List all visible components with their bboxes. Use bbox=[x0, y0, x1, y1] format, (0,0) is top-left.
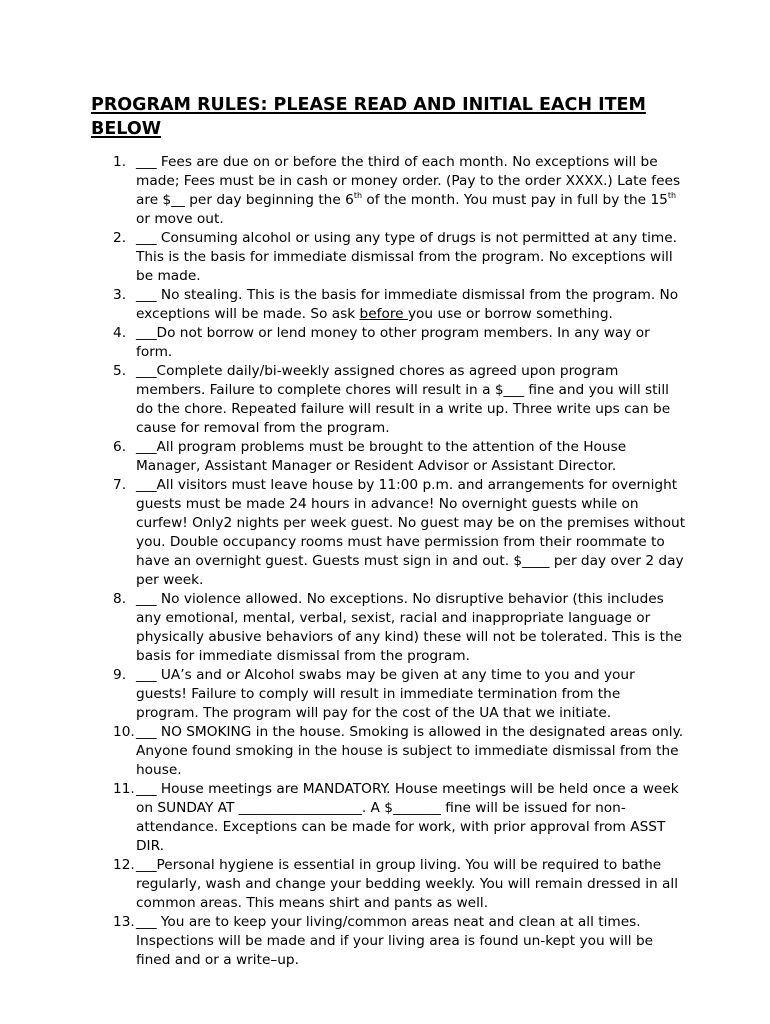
rule-text bbox=[136, 438, 686, 476]
rule-item-6 bbox=[0, 438, 686, 476]
rule-text bbox=[136, 590, 686, 666]
rule-item-10 bbox=[0, 723, 686, 780]
rule-item-4 bbox=[0, 324, 686, 362]
text-run: ___ House meetings are MANDATORY. House meetings will be held once a week on SUNDAY AT __________________. A $_______ fine will be issued for non-attendance. Exceptions can be made for work, with prior approval from ASST DIR. bbox=[136, 781, 679, 854]
rule-text bbox=[136, 476, 686, 590]
text-run: ___ No violence allowed. No exceptions. No disruptive behavior (this includes any emotional, mental, verbal, sexist, racial and inappropriate language or physically abusive behaviors of any kind) these will not be tolerated. This is the basis for immediate dismissal from the program. bbox=[136, 591, 683, 664]
text-run: ___ You are to keep your living/common areas neat and clean at all times. Inspections will be made and if your living area is found un-kept you will be fined and or a write–up. bbox=[136, 914, 654, 968]
rule-text bbox=[136, 229, 686, 286]
rule-text bbox=[136, 153, 686, 229]
rule-text bbox=[136, 324, 686, 362]
text-run: of the month. You must pay in full by the 15 bbox=[362, 192, 668, 208]
text-run: you use or borrow something. bbox=[407, 306, 613, 322]
rule-number: 13. bbox=[113, 914, 135, 930]
rule-number: 1. bbox=[113, 154, 127, 170]
rule-text bbox=[136, 362, 686, 438]
rule-item-3 bbox=[0, 286, 686, 324]
rule-number: 5. bbox=[113, 363, 127, 379]
rule-number: 11. bbox=[113, 781, 135, 797]
text-run: ___All visitors must leave house by 11:00 p.m. and arrangements for overnight guests must be made 24 hours in advance! No overnight guests while on curfew! Only2 nights per week guest. No guest may be on the premises without you. Double occupancy rooms must have permission from their roommate to have an overnight guest. Guests must sign in and out. $____ per day over 2 day per week. bbox=[136, 477, 686, 588]
text-run: ___Do not borrow or lend money to other program members. In any way or form. bbox=[136, 325, 650, 360]
superscript-text: th bbox=[667, 191, 677, 200]
rule-item-1 bbox=[0, 153, 686, 229]
text-run: ___ No stealing. This is the basis for immediate dismissal from the program. No exceptions will be made. So ask bbox=[136, 287, 679, 322]
rule-item-8 bbox=[0, 590, 686, 666]
text-run: or move out. bbox=[136, 211, 224, 227]
superscript-text: th bbox=[353, 191, 363, 200]
rule-item-5 bbox=[0, 362, 686, 438]
text-run: ___Personal hygiene is essential in group living. You will be required to bathe regularly, wash and change your bedding weekly. You will remain dressed in all common areas. This means shirt and pants as well. bbox=[136, 857, 679, 911]
rule-number: 12. bbox=[113, 857, 135, 873]
rule-item-12 bbox=[0, 856, 686, 913]
text-run: ___ Fees are due on or before the third of each month. No exceptions will be made; Fees must be in cash or money order. (Pay to the order XXXX.) Late fees are $__ per day beginning the 6 bbox=[136, 154, 681, 208]
rule-number: 8. bbox=[113, 591, 127, 607]
rule-number: 9. bbox=[113, 667, 127, 683]
rule-item-7 bbox=[0, 476, 686, 590]
rule-number: 3. bbox=[113, 287, 127, 303]
rule-item-9 bbox=[0, 666, 686, 723]
rule-number: 6. bbox=[113, 439, 127, 455]
rule-text bbox=[136, 666, 686, 723]
text-run: ___Complete daily/bi-weekly assigned chores as agreed upon program members. Failure to complete chores will result in a $___ fine and you will still do the chore. Repeated failure will result in a write up. Three write ups can be cause for removal from the program. bbox=[136, 363, 671, 436]
page-title: PROGRAM RULES: PLEASE READ AND INITIAL EACH ITEM BELOW bbox=[91, 95, 646, 139]
rule-item-11 bbox=[0, 780, 686, 856]
rule-item-13 bbox=[0, 913, 686, 970]
rule-number: 2. bbox=[113, 230, 127, 246]
text-run: ___ UA’s and or Alcohol swabs may be given at any time to you and your guests! Failure to comply will result in immediate termination from the program. The program will pay for the cost of the UA that we initiate. bbox=[136, 667, 635, 721]
rule-text bbox=[136, 780, 686, 856]
rule-number: 10. bbox=[113, 724, 135, 740]
rule-text bbox=[136, 286, 686, 324]
underlined-text: before bbox=[359, 306, 408, 322]
rule-text bbox=[136, 856, 686, 913]
rule-text bbox=[136, 913, 686, 970]
rule-text bbox=[136, 723, 686, 780]
text-run: ___All program problems must be brought to the attention of the House Manager, Assistant Manager or Resident Advisor or Assistant Director. bbox=[136, 439, 627, 474]
text-run: ___ Consuming alcohol or using any type of drugs is not permitted at any time. This is the basis for immediate dismissal from the program. No exceptions will be made. bbox=[136, 230, 678, 284]
rule-item-2 bbox=[0, 229, 686, 286]
rules-list bbox=[0, 153, 770, 970]
rule-number: 7. bbox=[113, 477, 127, 493]
rule-number: 4. bbox=[113, 325, 127, 341]
text-run: ___ NO SMOKING in the house. Smoking is allowed in the designated areas only. Anyone found smoking in the house is subject to immediate dismissal from the house. bbox=[136, 724, 684, 778]
